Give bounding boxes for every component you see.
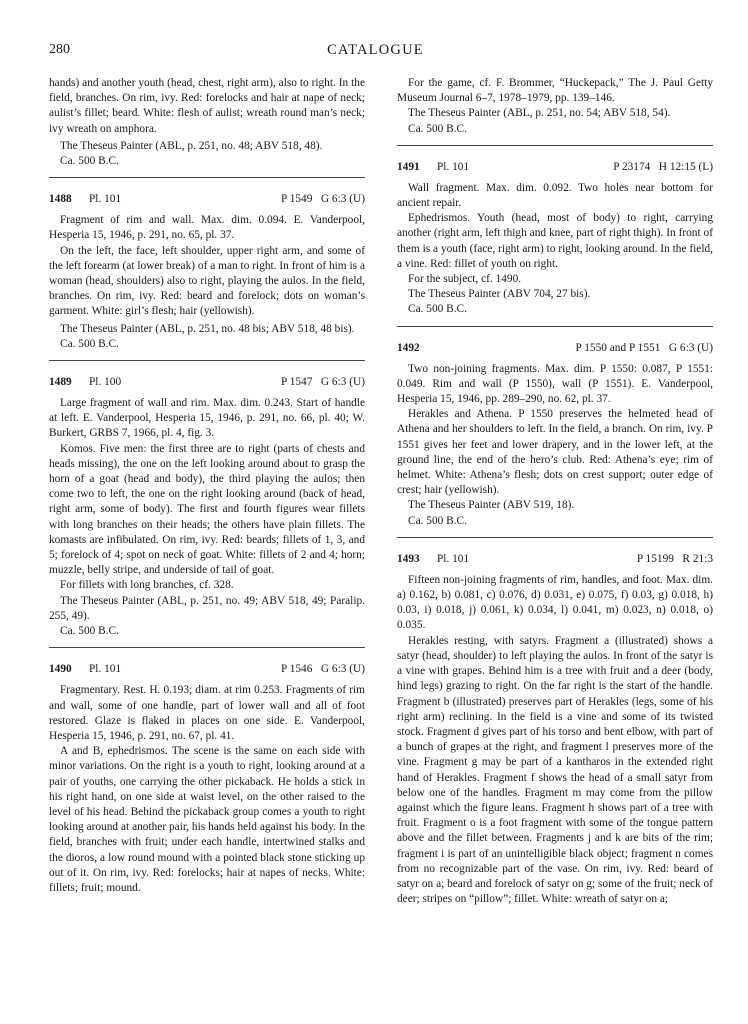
plate-reference: Pl. 101 — [437, 552, 470, 565]
entry-1489-date: Ca. 500 B.C. — [60, 625, 119, 638]
inventory-number: P 1546 G 6:3 (U) — [280, 663, 365, 676]
entry-1490-text: A and B, ephedrismos. The scene is the same on each side with minor variations. On the right is a youth to right, looking around at a pair of youths, one carrying the other pickaback. He holds a stick in his right hand, on one side at waist level, on the other raised to the level of his head. Behind the pickaback group comes a youth to right looking around at another pair, his hands held against his body. In the field, branches with fruit; under each handle, intertwined stalks and the dioros, a low round mound with a pointed black stone sticking up out of it. On rim, ivy. Red: forelocks; hair at napes of necks. White: fillets; fruit; mound. — [49, 745, 365, 894]
entry-1487-attribution: The Theseus Painter (ABL, p. 251, no. 48; ABV 518, 48). — [60, 139, 323, 152]
entry-1490-heading — [49, 662, 365, 677]
page-number: 280 — [49, 42, 70, 57]
entry-1490-date: Ca. 500 B.C. — [408, 122, 467, 135]
entry-divider — [49, 647, 365, 648]
entry-number: 1490 — [49, 663, 72, 676]
entry-1491-description: Wall fragment. Max. dim. 0.092. Two holes near bottom for ancient repair. — [397, 181, 713, 210]
entry-1493-text: Herakles resting, with satyrs. Fragment a (illustrated) shows a satyr (head, shoulder) to left playing the aulos. In front of the satyr is a vine with grapes. Behind him is a tree with fruit and a deer (body, hind legs) grazing to right. On the far right is the start of the handle. Fragment b (illustrated) preserves part of Herakles (legs, some of his right arm) reclining. In the field is a vine and some of its twisted stock. Fragment d gives part of his torso and bent elbow, with part of a bunch of grapes at the right, and fragment l preserves more of the vine. Fragment g may be part of a kantharos in the extended right hand of Herakles. Fragment f shows the head of a small satyr from below one of the handles. Fragment m may come from the pillow against which the figure leans. Fragment h shows part of a tree with fruit. Fragment o is a foot fragment with some of the tongue pattern above and the fillet between. Fragments j and k are bits of the rim; fragment i is part of an unintelligible black object; fragment n comes from no recognizable part of the vase. On rim, ivy. Red: beard of satyr on a; beard and forelock of satyr on g; some of the fruit; neck of deer; stripes on “pillow”; fillet. White: wreath of satyr on a; — [397, 634, 713, 906]
entry-1490-note: For the game, cf. F. Brommer, “Huckepack,” The J. Paul Getty Museum Journal 6–7, 1978–1979, pp. 139–146. — [397, 77, 713, 105]
inventory-number: P 15199 R 21:3 — [636, 552, 713, 565]
entry-1492-date: Ca. 500 B.C. — [408, 514, 467, 527]
entry-1488-heading — [49, 192, 365, 207]
entry-1492-attribution: The Theseus Painter (ABV 519, 18). — [408, 499, 575, 512]
plate-reference: Pl. 101 — [89, 193, 122, 206]
entry-1491-date: Ca. 500 B.C. — [408, 303, 467, 316]
entry-1488-text: On the left, the face, left shoulder, upper right arm, and some of the left forearm (at lower break) of a man to right. In front of him is a woman (head, shoulders) also to right, playing the aulos. In the field, branches. On rim, ivy. Red: beard and forelock; dots on woman’s garment. White: girl’s flesh; hair (yellowish). — [49, 244, 365, 318]
entry-divider — [397, 326, 713, 327]
entry-1491-heading — [397, 160, 713, 175]
entry-1489-heading — [49, 375, 365, 390]
plate-reference: Pl. 101 — [89, 663, 122, 676]
entry-1491-note: For the subject, cf. 1490. — [408, 273, 522, 286]
entry-divider — [49, 177, 365, 178]
entry-number: 1489 — [49, 376, 72, 389]
entry-1491-attribution: The Theseus Painter (ABV 704, 27 bis). — [408, 288, 591, 301]
inventory-number: P 23174 H 12:15 (L) — [613, 160, 713, 173]
entry-1493-heading — [397, 552, 713, 567]
entry-1492-description: Two non-joining fragments. Max. dim. P 1550: 0.087, P 1551: 0.049. Rim and wall (P 1550), wall (P 1551). E. Vanderpool, Hesperia 15, 1946, pp. 289–290, no. 62, pl. 37. — [397, 362, 713, 406]
entry-1487-date: Ca. 500 B.C. — [60, 155, 119, 168]
entry-number: 1488 — [49, 193, 72, 206]
entry-1490-attribution: The Theseus Painter (ABL, p. 251, no. 54; ABV 518, 54). — [408, 107, 671, 120]
left-column — [49, 76, 365, 896]
inventory-number: P 1550 and P 1551 G 6:3 (U) — [575, 341, 713, 354]
page-header — [49, 42, 702, 64]
plate-reference: Pl. 101 — [437, 160, 470, 173]
entry-1488-description: Fragment of rim and wall. Max. dim. 0.094. E. Vanderpool, Hesperia 15, 1946, p. 291, no. 65, pl. 37. — [49, 214, 365, 242]
entry-number: 1493 — [397, 552, 420, 565]
entry-1492-text: Herakles and Athena. P 1550 preserves the helmeted head of Athena and her shoulders to left. In the field, a branch. On rim, ivy. P 1551 gives her feet and lower drapery, and in the lower left, at the ground line, the end of the hero’s club. Red: Athena’s eye; rim of helmet. White: Athena’s flesh; dots on crest support; outer edge of crest; hair (yellowish). — [397, 408, 713, 497]
entry-divider — [49, 360, 365, 361]
running-title: CATALOGUE — [327, 42, 424, 58]
entry-1488-date: Ca. 500 B.C. — [60, 337, 119, 350]
entry-number: 1492 — [397, 341, 420, 354]
entry-1489-description: Large fragment of wall and rim. Max. dim. 0.243. Start of handle at left. E. Vanderpool, Hesperia 15, 1946, p. 291, no. 66, pl. 40; W. Burkert, GRBS 7, 1966, pl. 4, fig. 3. — [49, 397, 365, 440]
entry-1493-description: Fifteen non-joining fragments of rim, handles, and foot. Max. dim. a) 0.162, b) 0.081, c) 0.076, d) 0.031, e) 0.075, f) 0.03, g) 0.018, h) 0.03, i) 0.018, j) 0.061, k) 0.034, l) 0.041, m) 0.023, n) 0.018, o) 0.035. — [397, 573, 713, 632]
entry-1491-text: Ephedrismos. Youth (head, most of body) to right, carrying another (right arm, left thigh and knee, part of right thigh). In front of them is a youth (face, right arm) to right, looking around. In the field, a vine. Red: fillet of youth on right. — [397, 212, 713, 270]
right-column — [397, 76, 713, 907]
entry-1487-text: hands) and another youth (head, chest, right arm), also to right. In the field, branches. On rim, ivy. Red: forelocks and hair at nape of neck; aulist’s fillet; beard. White: flesh of aulist; wreath round man’s neck; ivy wreath on amphora. — [49, 77, 365, 135]
entry-number: 1491 — [397, 160, 420, 173]
entry-1489-note: For fillets with long branches, cf. 328. — [60, 579, 234, 592]
inventory-number: P 1547 G 6:3 (U) — [280, 376, 365, 389]
entry-divider — [397, 537, 713, 538]
plate-reference: Pl. 100 — [89, 376, 122, 389]
entry-1488-attribution: The Theseus Painter (ABL, p. 251, no. 48 bis; ABV 518, 48 bis). — [60, 322, 355, 335]
entry-1489-attribution: The Theseus Painter (ABL, p. 251, no. 49; ABV 518, 49; Paralip. 255, 49). — [49, 594, 365, 622]
entry-1489-text: Komos. Five men: the first three are to right (parts of chests and heads missing), the one on the left looking around about to grasp the horn of a goat (head and body), the third playing the aulos; then come two to left, the one on the right looking around (back of head, right arm, some of body). The first and fourth figures wear fillets with long branches on their heads; the others have plain fillets. The komasts are infibulated. On rim, ivy. Red: beards; fillets of 1, 3, and 5; forelock of 4; spot on neck of goat. White: fillets of 2 and 4; horn; muzzle, belly stripe, and underside of tail of goat. — [49, 442, 365, 577]
inventory-number: P 1549 G 6:3 (U) — [280, 193, 365, 206]
entry-1490-description: Fragmentary. Rest. H. 0.193; diam. at rim 0.253. Fragments of rim and wall, some of one handle, part of lower wall and all of foot restored. Glaze is flaked in places on one side. E. Vanderpool, Hesperia 15, 1946, p. 291, no. 67, pl. 41. — [49, 684, 365, 742]
entry-divider — [397, 145, 713, 146]
entry-1492-heading — [397, 341, 713, 356]
